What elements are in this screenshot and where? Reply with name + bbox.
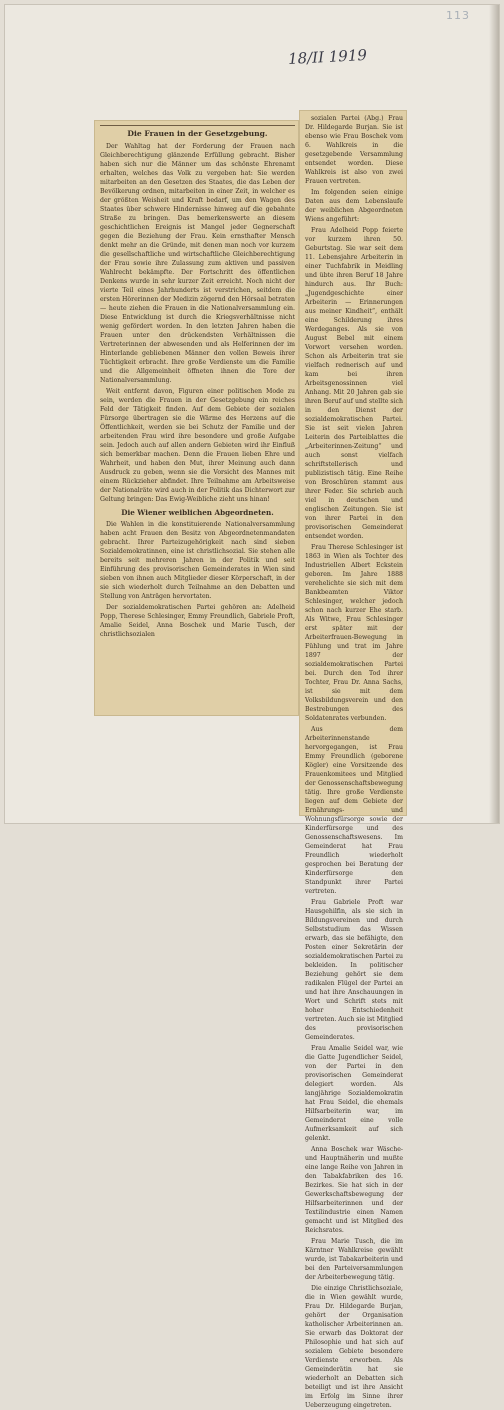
article-paragraph: Der Wahltag hat der Forderung der Frauen nach Gleichberechtigung glänzende Erfüllung gebracht. Bisher haben sich nur die Männer um das schönste Ehrenamt erhalten, welches das Volk zu vergeben hat: Sie werden mitarbeiten an den Gesetzen des Staates, die das Leben der Bevölkerung ordnen, mitarbeiten in einer Zeit, in welcher es der größten Weisheit und Kraft bedarf, um den Wagen des Staates über schwere Hindernisse hinweg auf die gebahnte Straße zu bringen. Das bemerkenswerte an diesem geschichtlichen Ereignis ist Mangel jeder Gegnerschaft gegen die Beziehung der Frau. Kein ernsthafter Mensch denkt mehr an die Gründe, mit denen man noch vor kurzem die gesellschaftliche und wirtschaftliche Gleichberechtigung der Frau sowie ihre Zulassung zum aktiven und passiven Wahlrecht bekämpfte. Der Fortschritt des öffentlichen Denkens wurde in sehr kurzer Zeit erreicht. Noch nicht der vierte Teil eines Jahrhunderts ist verstrichen, seitdem die ersten Hörerinnen der Medizin zögernd den Hörsaal betraten — heute ziehen die Frauen in die Nationalversammlung ein. Diese Entwicklung ist durch die Kriegsverhältnisse nicht wenig gefördert worden. In den letzten Jahren haben die Frauen unter den drückendsten Verhältnissen die Vertreterinnen der abwesenden und als Helferinnen der im Hinterlande gebliebenen Männer den vollen Beweis ihrer Tüchtigkeit erbracht. Ihre große Verdienste um die Familie und die Allgemeinheit öffneten ihnen die Tore der Nationalversammlung.: [100, 143, 295, 384]
newspaper-clipping-right: [299, 110, 407, 1409]
article-title: Die Frauen in der Gesetzgebung.: [127, 129, 268, 138]
article-paragraph: Die Wahlen in die konstituierende Nationalversammlung haben acht Frauen den Besitz von Abgeordnetenmandaten gebracht. Ihrer Parteizugehörigkeit nach sind sieben Sozialdemokratinnen, eine ist christlichsozial. Sie stehen alle bereits seit mehreren Jahren in der Politik und seit Einführung des provisorischen Gemeinderates in Wien sind sieben von ihnen auch Mitglieder dieser Körperschaft, in der sie sich wiederholt durch Teilnahme an den Debatten und Stellung von Anträgen hervortaten.: [100, 520, 295, 600]
article-paragraph: Frau Amalie Seidel war, wie die Gatte Jugendlicher Seidel, von der Partei in den provisorischen Gemeinderat delegiert worden. Als langjährige Sozialdemokratin hat Frau Seidel, die ehemals Hilfsarbeiterin war, im Gemeinderat eine volle Aufmerksamkeit auf sich gelenkt.: [305, 1045, 403, 1142]
right-column-text: [305, 114, 403, 1409]
left-column-text: [100, 124, 295, 714]
article-paragraph: Frau Marie Tusch, die im Kärntner Wahlkreise gewählt wurde, ist Tabakarbeiterin und bei den Parteiversammlungen der Arbeiterbewegung tätig.: [305, 1238, 403, 1281]
newspaper-clipping-left: [94, 120, 299, 716]
page-number-stamp: 113: [446, 9, 470, 22]
column-rule: [100, 125, 295, 126]
article-paragraph: sozialen Partei (Abg.) Frau Dr. Hildegarde Burjan. Sie ist ebenso wie Frau Boschek vom 6. Wahlkreis in die gesetzgebende Versammlung entsendet worden. Diese Wahlkreis ist also von zwei Frauen vertreten.: [305, 115, 403, 185]
article-paragraph: Frau Gabriele Proft war Hausgehilfin, als sie sich in Bildungsvereinen und durch Selbststudium das Wissen erwarb, das sie befähigte, den Posten einer Sekretärin der sozialdemokratischen Partei zu bekleiden. In politischer Beziehung gehört sie dem radikalen Flügel der Partei an und hat ihre Anschauungen in Wort und Schrift stets mit hoher Entschiedenheit vertreten. Auch sie ist Mitglied des provisorischen Gemeinderates.: [305, 899, 403, 1041]
article-paragraph: Anna Boschek war Wäsche- und Hauptnäherin und mußte eine lange Reihe von Jahren in den Tabakfabriken des 16. Bezirkes. Sie hat sich in der Gewerkschaftsbewegung der Hilfsarbeiterinnen und der Textilindustrie einen Namen gemacht und ist Mitglied des Reichsrates.: [305, 1146, 403, 1234]
article-paragraph: Die einzige Christlichsoziale, die in Wien gewählt wurde, Frau Dr. Hildegarde Burjan, gehört der Organisation katholischer Arbeiterinnen an. Sie erwarb das Doktorat der Philosophie und hat sich auf sozialem Gebiete besondere Verdienste erworben. Als Gemeinderätin hat sie wiederholt an Debatten sich beteiligt und ist ihre Ansicht im Erfolg im Sinne ihrer Ueberzeugung eingetreten.: [305, 1285, 403, 1409]
article-subtitle: Die Wiener weiblichen Abgeordneten.: [121, 508, 274, 517]
article-paragraph: Frau Adelheid Popp feierte vor kurzem ihren 50. Geburtstag. Sie war seit dem 11. Lebensjahre Arbeiterin in einer Tuchfabrik in Meidling und übte ihren Beruf 18 Jahre hindurch aus. Ihr Buch: „Jugendgeschichte einer Arbeiterin — Erinnerungen aus meiner Kindheit“, enthält eine Schilderung ihres Werdeganges. Als sie von August Bebel mit einem Vorwort versehen worden. Schon als Arbeiterin trat sie vielfach rednerisch auf und kam bei ihren Arbeitsgenossinnen viel Anhang. Mit 20 Jahren gab sie ihren Beruf auf und stellte sich in den Dienst der sozialdemokratischen Partei. Sie ist seit vielen Jahren Leiterin des Parteiblattes die „Arbeiterinnen-Zeitung“ und auch sonst vielfach schriftstellerisch und publizistisch tätig. Eine Reihe von Broschüren stammt aus ihrer Feder. Sie schrieb auch viel in deutschen und englischen Zeitungen. Sie ist von ihrer Partei in den provisorischen Gemeinderat entsendet worden.: [305, 227, 403, 540]
article-paragraph: Weit entfernt davon, Figuren einer politischen Mode zu sein, werden die Frauen in der Gesetzgebung ein reiches Feld der Tätigkeit finden. Auf dem Gebiete der sozialen Fürsorge übertragen sie die Wärme des Herzens auf die Öffentlichkeit, werden sie bei Schutz der Familie und der arbeitenden Frau wird ihre besondere und große Aufgabe sein. Jedoch auch auf allen andern Gebieten wird ihr Einfluß sich bemerkbar machen. Denn die Frauen lieben Ehre und Wahrheit, und haben den Mut, ihrer Meinung auch dann Ausdruck zu geben, wenn sie die Vorsicht des Mannes mit einem Rückzieher abfindet. Ihre Teilnahme am Arbeitsweise der Nationalräte wird auch in der Politik das Dichterwort zur Geltung bringen: Das Ewig-Weibliche zieht uns hinan!: [100, 388, 295, 503]
article-paragraph: Der sozialdemokratischen Partei gehören an: Adelheid Popp, Therese Schlesinger, Emmy Freundlich, Gabriele Proft, Amalie Seidel, Anna Boschek und Marie Tusch, der christlichsozialen: [100, 603, 295, 638]
article-paragraph: Im folgenden seien einige Daten aus dem Lebenslaufe der weiblichen Abgeordneten Wiens angeführt:: [305, 189, 403, 223]
article-paragraph: Aus dem Arbeiterinnenstande hervorgegangen, ist Frau Emmy Freundlich (geborene Kögler) eine Vorsitzende des Frauenkomitees und Mitglied der Genossenschaftsbewegung tätig. Ihre große Verdienste liegen auf dem Gebiete der Ernährungs- und Wohnungsfürsorge sowie der Kinderfürsorge und des Genossenschaftswesens. Im Gemeinderat hat Frau Freundlich wiederholt gesprochen bei Beratung der Kinderfürsorge den Standpunkt ihrer Partei vertreten.: [305, 726, 403, 895]
article-paragraph: Frau Therese Schlesinger ist 1863 in Wien als Tochter des Industriellen Albert Eckstein geboren. Im Jahre 1888 verehelichte sie sich mit dem Bankbeamten Viktor Schlesinger, welcher jedoch schon nach kurzer Ehe starb. Als Witwe, Frau Schlesinger erst später mit der Arbeiterfrauen-Bewegung in Fühlung und trat im Jahre 1897 der sozialdemokratischen Partei bei. Durch den Tod ihrer Tochter, Frau Dr. Anna Sachs, ist sie mit dem Volksbildungsverein und den Bestrebungen des Soldatenrates verbunden.: [305, 544, 403, 722]
sheet-edge-shadow: [489, 5, 499, 823]
handwritten-date: 18/II 1919: [287, 45, 368, 69]
